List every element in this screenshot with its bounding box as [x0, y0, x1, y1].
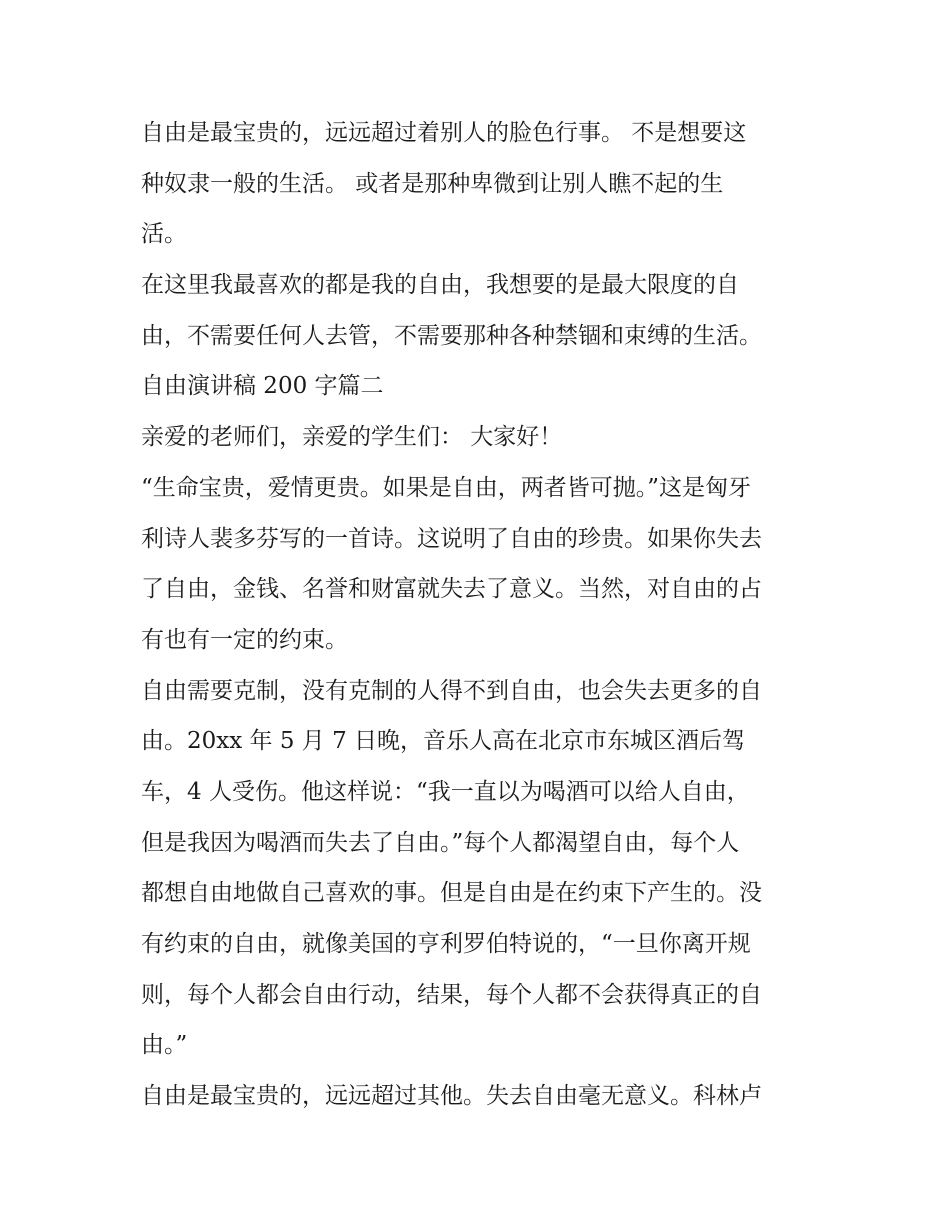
text-line: 车，4 人受伤。他这样说：“我一直以为喝酒可以给人自由， — [141, 778, 750, 805]
salutation: 亲爱的老师们，亲爱的学生们： 大家好！ — [141, 424, 563, 451]
text-line: 自由是最宝贵的，远远超过着别人的脸色行事。 不是想要这 — [141, 120, 747, 146]
text-line: 利诗人裴多芬写的一首诗。这说明了自由的珍贵。如果你失去 — [141, 525, 762, 552]
text-line: 但是我因为喝酒而失去了自由。”每个人都渴望自由，每个人 — [141, 829, 740, 856]
text-line: 都想自由地做自己喜欢的事。但是自由是在约束下产生的。没 — [141, 880, 762, 907]
text-line: 自由需要克制，没有克制的人得不到自由，也会失去更多的自 — [141, 677, 762, 704]
text-line: “生命宝贵，爱情更贵。如果是自由，两者皆可抛。”这是匈牙 — [141, 474, 752, 501]
section-heading: 自由演讲稿 200 字篇二 — [141, 373, 384, 400]
text-line: 则，每个人都会自由行动，结果，每个人都不会获得真正的自 — [141, 981, 762, 1008]
text-line: 种奴隶一般的生活。 或者是那种卑微到让别人瞧不起的生 — [141, 170, 724, 197]
text-line: 自由是最宝贵的，远远超过其他。失去自由毫无意义。科林卢 — [141, 1083, 762, 1110]
text-line: 了自由，金钱、名誉和财富就失去了意义。当然，对自由的占 — [141, 576, 762, 603]
document-body — [141, 108, 821, 1122]
text-line: 在这里我最喜欢的都是我的自由，我想要的是最大限度的自 — [141, 272, 739, 299]
text-line: 活。 — [141, 221, 187, 248]
text-line: 由。20xx 年 5 月 7 日晚，音乐人高在北京市东城区酒后驾 — [141, 728, 746, 755]
text-line: 由，不需要任何人去管，不需要那种各种禁锢和束缚的生活。 — [141, 322, 762, 349]
text-line: 有也有一定的约束。 — [141, 626, 348, 653]
text-line: 由。” — [141, 1032, 188, 1059]
text-line: 有约束的自由，就像美国的亨利罗伯特说的，“一旦你离开规 — [141, 931, 751, 957]
